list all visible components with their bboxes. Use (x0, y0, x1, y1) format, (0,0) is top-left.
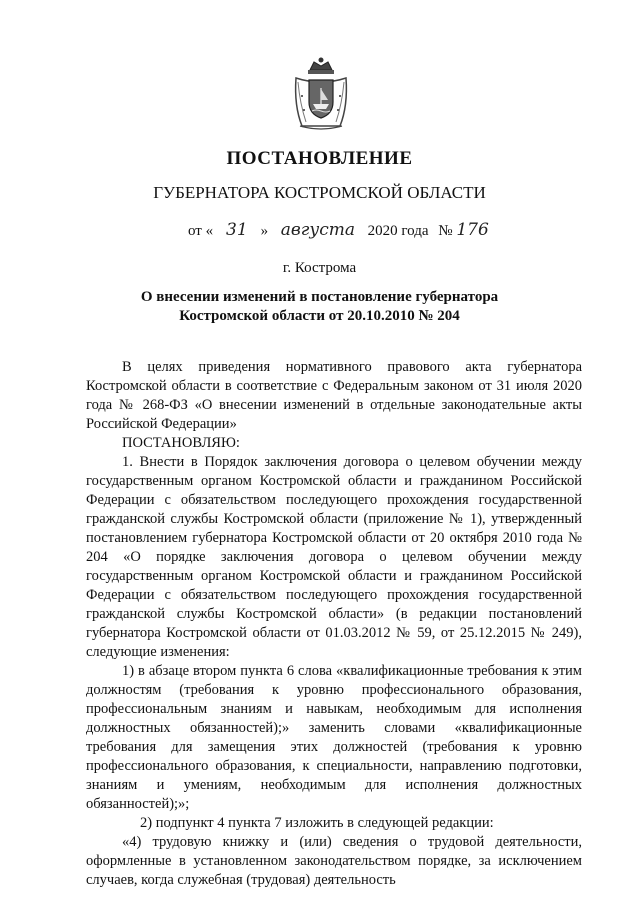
date-year: 2020 года (367, 223, 429, 239)
paragraph-subitem-1: 1) в абзаце втором пункта 6 слова «квалификационные требования к этим должностям (требования к уровню профессионального образования, профессиональным знаниям и навыкам, необходимым для исполнения должностных обязанностей);» заменить словами «квалификационные требования для замещения этих должностей (требования к уровню профессионального образования, к специальности, направлению подготовки, знаниям и умениям, необходимым для исполнения должностных обязанностей);»; (86, 663, 582, 812)
document-heading (0, 288, 639, 326)
paragraph-subitem-2: 2) подпункт 4 пункта 7 изложить в следующей редакции: (140, 815, 494, 831)
date-month: августа (280, 220, 355, 240)
coat-of-arms-icon (290, 56, 352, 134)
city-line: г. Кострома (282, 260, 357, 276)
number-sign: № (438, 223, 453, 239)
document-subtitle: ГУБЕРНАТОРА КОСТРОМСКОЙ ОБЛАСТИ (153, 183, 486, 202)
paragraph-item-1: 1. Внести в Порядок заключения договора о целевом обучении между государственным органом Костромской области и гражданином Российской Федерации с обязательством последующего прохождения государственной гражданской службы Костромской области (приложение № 1), утвержденный постановлением губернатора Костромской области от 20 октября 2010 года № 204 «О порядке заключения договора о целевом обучении между государственным органом Костромской области и гражданином Российской Федерации с обязательством последующего прохождения государственной гражданской службы Костромской области» (в редакции постановлений губернатора Костромской области от 01.03.2012 № 59, от 25.12.2015 № 249), следующие изменения: (86, 454, 582, 660)
paragraph-quote: «4) трудовую книжку и (или) сведения о трудовой деятельности, оформленные в установленном законодательством порядке, за исключением случаев, когда служебная (трудовая) деятельность (86, 834, 582, 888)
date-prefix: от « (188, 223, 214, 239)
paragraph-decree: ПОСТАНОВЛЯЮ: (122, 435, 240, 451)
document-body (86, 358, 582, 890)
paragraph-preamble: В целях приведения нормативного правового акта губернатора Костромской области в соответствие с Федеральным законом от 31 июля 2020 года № 268-ФЗ «О внесении изменений в отдельные законодательные акты Российской Федерации» (86, 359, 582, 432)
heading-line-2: Костромской области от 20.10.2010 № 204 (179, 308, 460, 324)
date-day: 31 (226, 220, 248, 240)
heading-line-1: О внесении изменений в постановление губернатора (140, 289, 499, 305)
document-number: 176 (456, 220, 489, 240)
date-mid: » (260, 223, 269, 239)
document-title: ПОСТАНОВЛЕНИЕ (226, 148, 413, 169)
date-line (188, 220, 548, 240)
